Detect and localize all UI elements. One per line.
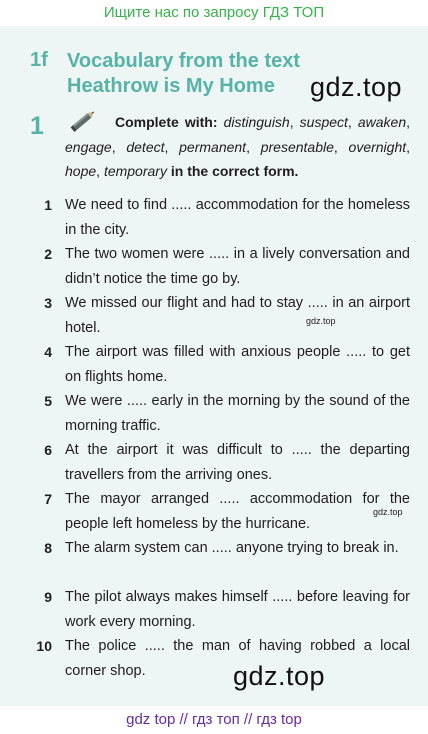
item-text: The mayor arranged ..... accommodation for the people left homeless by the hurricane. xyxy=(65,491,410,532)
word-1: distinguish xyxy=(223,114,290,130)
word-9: hope xyxy=(65,163,97,179)
word-3: awaken xyxy=(357,114,407,130)
word-8: overnight xyxy=(348,138,407,155)
item-number: 2 xyxy=(44,246,52,262)
item-number: 5 xyxy=(44,393,52,409)
section-title xyxy=(67,49,300,99)
instruction-tail: in the correct form. xyxy=(170,163,299,179)
item-number: 7 xyxy=(44,491,52,507)
exercise-number: 1 xyxy=(30,112,44,140)
item-number: 1 xyxy=(44,197,52,213)
section-title-line2: Heathrow is My Home xyxy=(67,75,275,97)
word-5: detect xyxy=(126,138,165,155)
item-text: We missed our flight and had to stay ..... in an airport hotel. xyxy=(65,295,410,336)
item-text: The two women were ..... in a lively conversation and didn’t notice the time go by. xyxy=(65,246,410,287)
watermark-top: gdz.top xyxy=(310,72,403,102)
bottom-banner: gdz top // гдз топ // гдз top xyxy=(0,706,428,734)
top-banner: Ищите нас по запросу ГДЗ ТОП xyxy=(103,4,325,21)
item-text: The police ..... the man of having robbed a local corner shop. xyxy=(65,638,410,679)
item-text: We were ..... early in the morning by the sound of the morning traffic. xyxy=(65,393,410,434)
watermark-small-2: gdz.top xyxy=(373,507,403,517)
item-text: The pilot always makes himself ..... before leaving for work every morning. xyxy=(65,589,410,630)
item-number: 3 xyxy=(44,295,52,311)
item-number: 9 xyxy=(44,589,52,605)
word-4: engage xyxy=(65,138,112,155)
exercise-instruction: Complete with: distinguish, suspect, awaken, engage, detect, permanent, presentable, overnight, hope, temporary in the correct form. xyxy=(65,114,411,179)
section-title-line1: Vocabulary from the text xyxy=(67,50,301,72)
item-text: The airport was filled with anxious people ..... to get on flights home. xyxy=(65,344,410,385)
watermark-small-1: gdz.top xyxy=(306,316,336,326)
watermark-bottom: gdz.top xyxy=(233,661,326,691)
item-number: 4 xyxy=(44,344,52,360)
word-10: temporary xyxy=(103,163,167,179)
item-number: 8 xyxy=(44,540,52,556)
section-number: 1f xyxy=(30,49,48,71)
item-text: The alarm system can ..... anyone trying to break in. xyxy=(65,540,399,556)
item-text: At the airport it was difficult to ..... the departing travellers from the arriving ones. xyxy=(65,442,410,483)
item-number: 10 xyxy=(36,638,52,654)
word-2: suspect xyxy=(299,114,348,130)
instruction-lead: Complete with: xyxy=(115,114,218,130)
word-7: presentable xyxy=(260,138,334,155)
item-text: We need to find ..... accommodation for the homeless in the city. xyxy=(65,197,410,238)
item-number: 6 xyxy=(44,442,52,458)
word-6: permanent xyxy=(179,138,247,155)
